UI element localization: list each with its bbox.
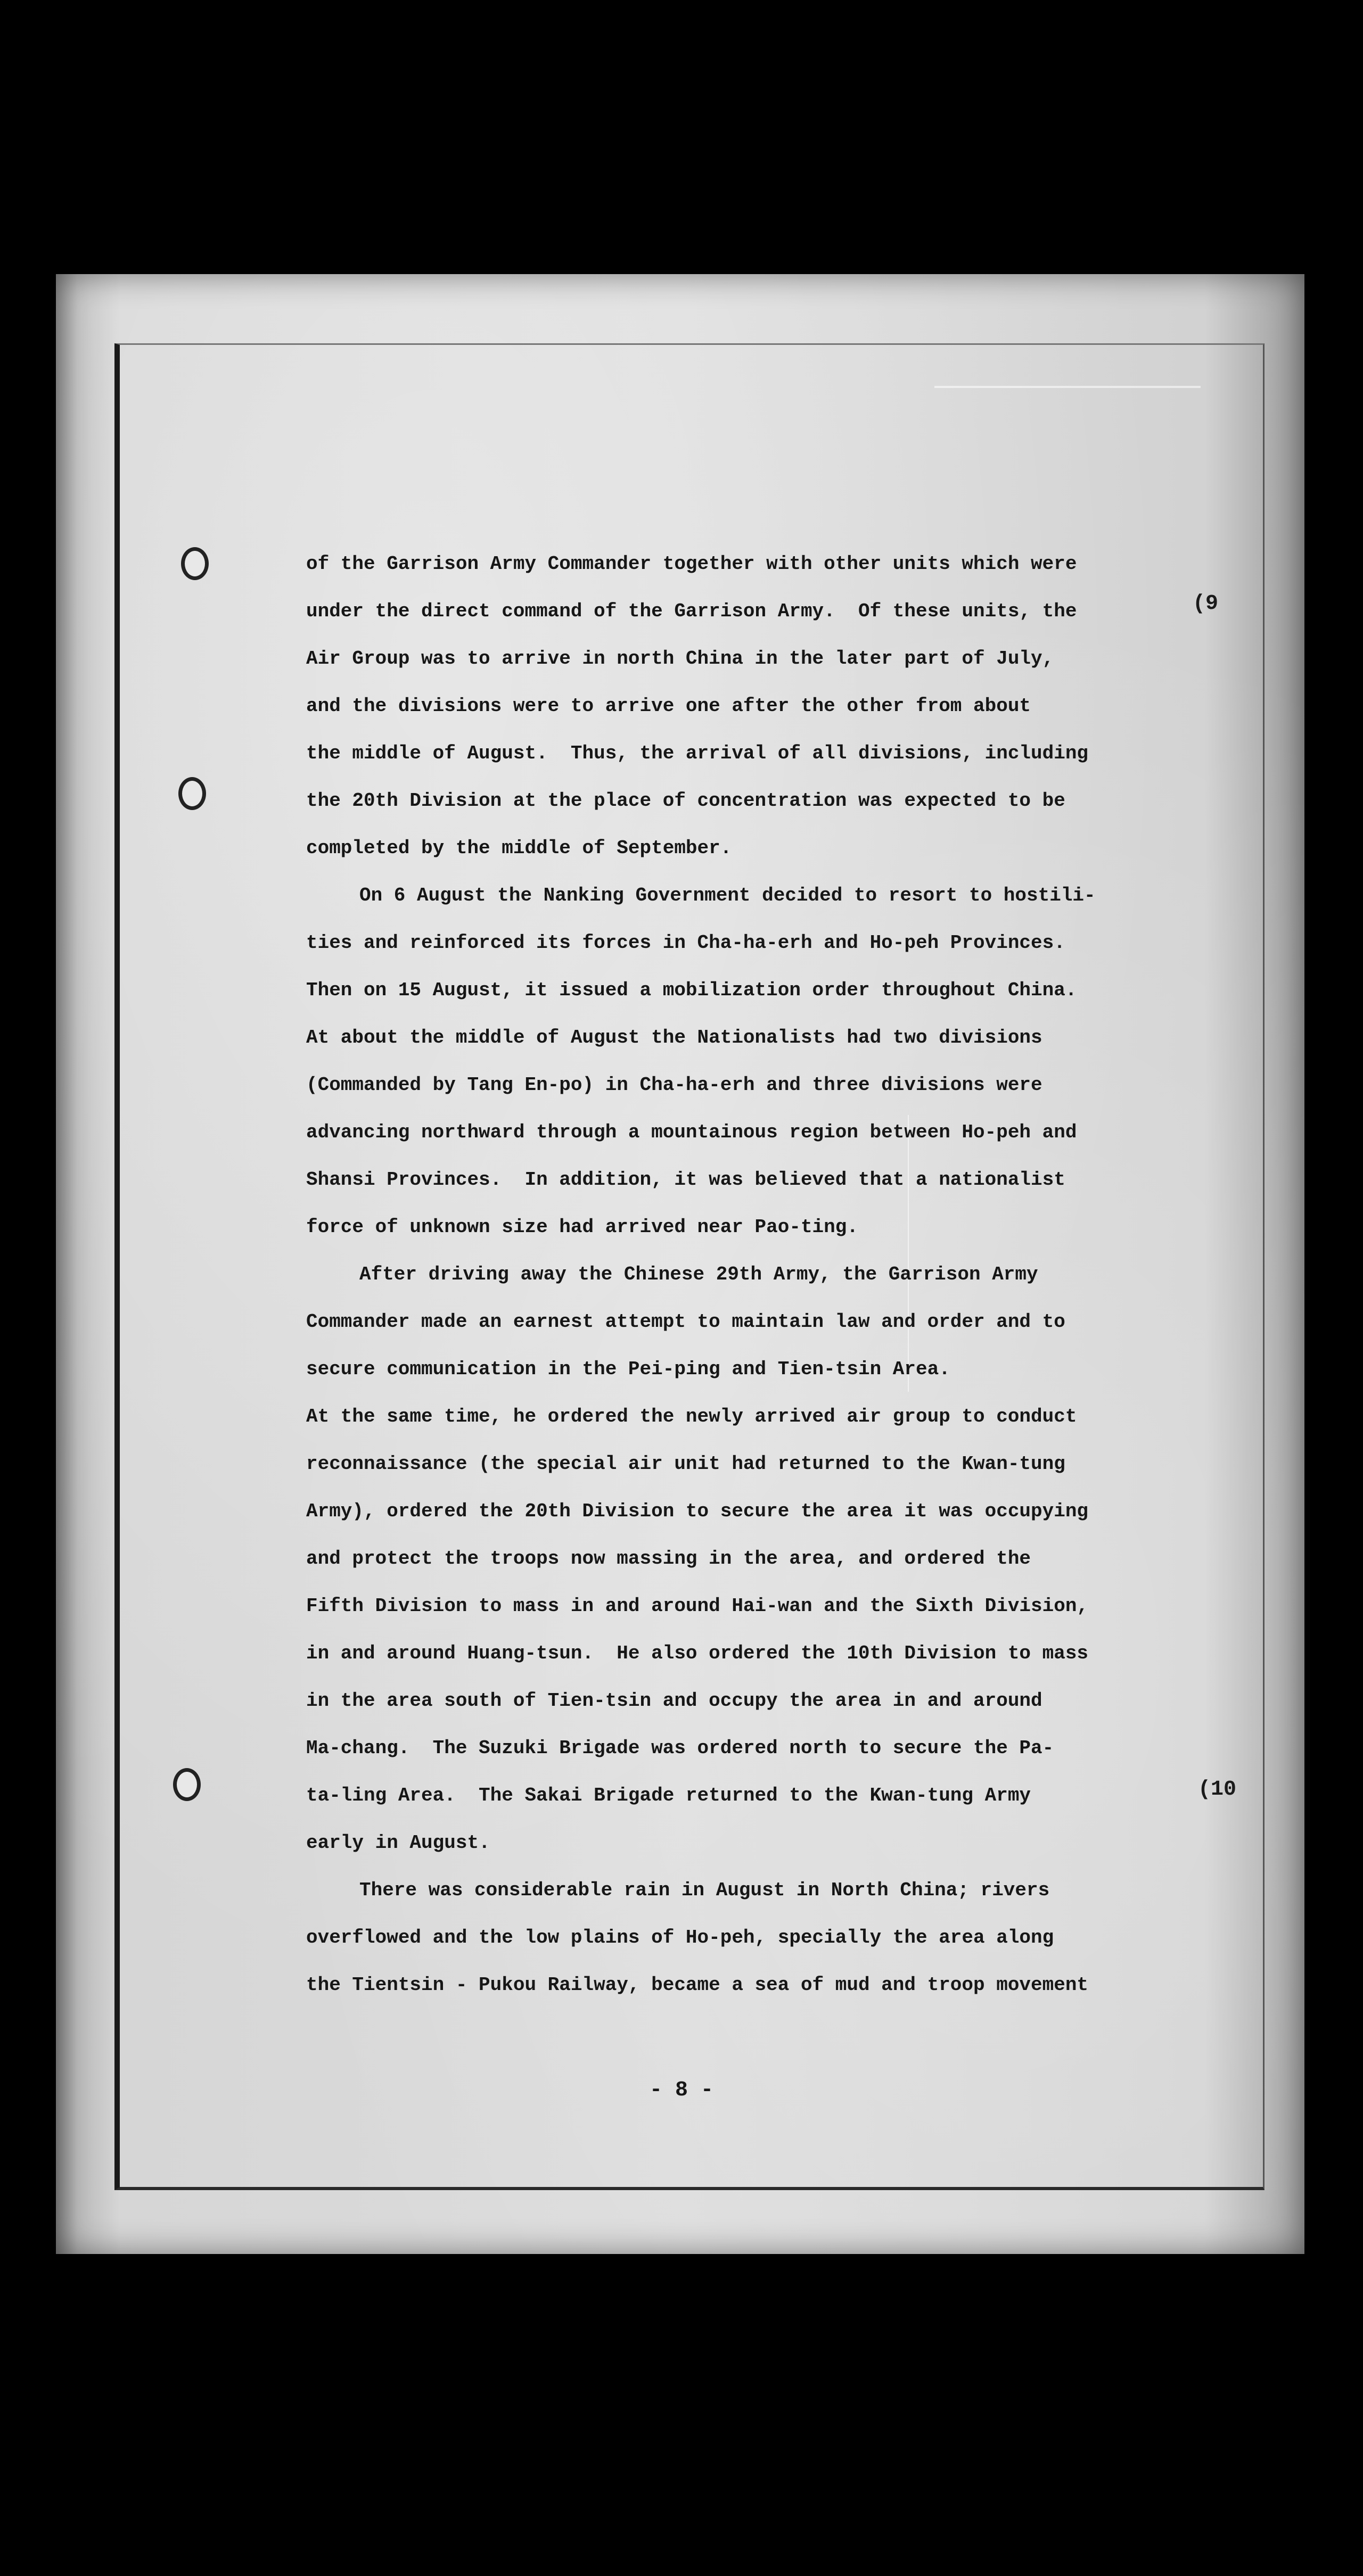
text-line: Fifth Division to mass in and around Hai-wan and the Sixth Division, <box>306 1595 1089 1617</box>
text-line: and protect the troops now massing in the area, and ordered the <box>306 1548 1031 1570</box>
text-line: Then on 15 August, it issued a mobilization order throughout China. <box>306 979 1077 1001</box>
text-line: Army), ordered the 20th Division to secure the area it was occupying <box>306 1500 1089 1522</box>
text-line: early in August. <box>306 1832 490 1854</box>
text-line: the 20th Division at the place of concentration was expected to be <box>306 790 1065 812</box>
text-line: force of unknown size had arrived near Pao-ting. <box>306 1216 858 1238</box>
text-line: At about the middle of August the Nationalists had two divisions <box>306 1027 1042 1048</box>
text-line: advancing northward through a mountainous region between Ho-peh and <box>306 1121 1077 1143</box>
document-body <box>306 540 1115 2009</box>
text-line: Commander made an earnest attempt to maintain law and order and to <box>306 1311 1065 1333</box>
text-line: completed by the middle of September. <box>306 837 732 859</box>
punch-hole-middle <box>178 777 206 810</box>
text-line: There was considerable rain in August in North China; rivers <box>359 1879 1050 1901</box>
text-line: reconnaissance (the special air unit had returned to the Kwan-tung <box>306 1453 1065 1475</box>
text-line: ta-ling Area. The Sakai Brigade returned to the Kwan-tung Army <box>306 1785 1031 1806</box>
text-line: Ma-chang. The Suzuki Brigade was ordered north to secure the Pa- <box>306 1737 1054 1759</box>
punch-hole-bottom <box>173 1768 201 1801</box>
text-line: On 6 August the Nanking Government decided to resort to hostili- <box>359 885 1096 906</box>
text-line: under the direct command of the Garrison Army. Of these units, the <box>306 600 1077 622</box>
text-line: in the area south of Tien-tsin and occupy the area in and around <box>306 1690 1042 1712</box>
text-line: the Tientsin - Pukou Railway, became a sea of mud and troop movement <box>306 1974 1089 1996</box>
text-line: Air Group was to arrive in north China in the later part of July, <box>306 648 1054 670</box>
text-line: of the Garrison Army Commander together with other units which were <box>306 553 1077 575</box>
text-line: At the same time, he ordered the newly arrived air group to conduct <box>306 1406 1077 1427</box>
text-line: After driving away the Chinese 29th Army, the Garrison Army <box>359 1264 1038 1285</box>
film-scratch <box>934 386 1201 388</box>
text-line: the middle of August. Thus, the arrival of all divisions, including <box>306 742 1089 764</box>
text-line: and the divisions were to arrive one after the other from about <box>306 695 1031 717</box>
text-line: in and around Huang-tsun. He also ordered the 10th Division to mass <box>306 1642 1089 1664</box>
text-line: (Commanded by Tang En-po) in Cha-ha-erh and three divisions were <box>306 1074 1042 1096</box>
text-line: ties and reinforced its forces in Cha-ha-erh and Ho-peh Provinces. <box>306 932 1065 954</box>
text-line: Shansi Provinces. In addition, it was believed that a nationalist <box>306 1169 1065 1191</box>
margin-note-9: (9 <box>1193 592 1219 616</box>
margin-note-10: (10 <box>1198 1778 1237 1802</box>
punch-hole-top <box>181 547 209 580</box>
text-line: overflowed and the low plains of Ho-peh, specially the area along <box>306 1927 1054 1948</box>
page-number: - 8 - <box>649 2078 714 2102</box>
text-line: secure communication in the Pei-ping and Tien-tsin Area. <box>306 1358 950 1380</box>
